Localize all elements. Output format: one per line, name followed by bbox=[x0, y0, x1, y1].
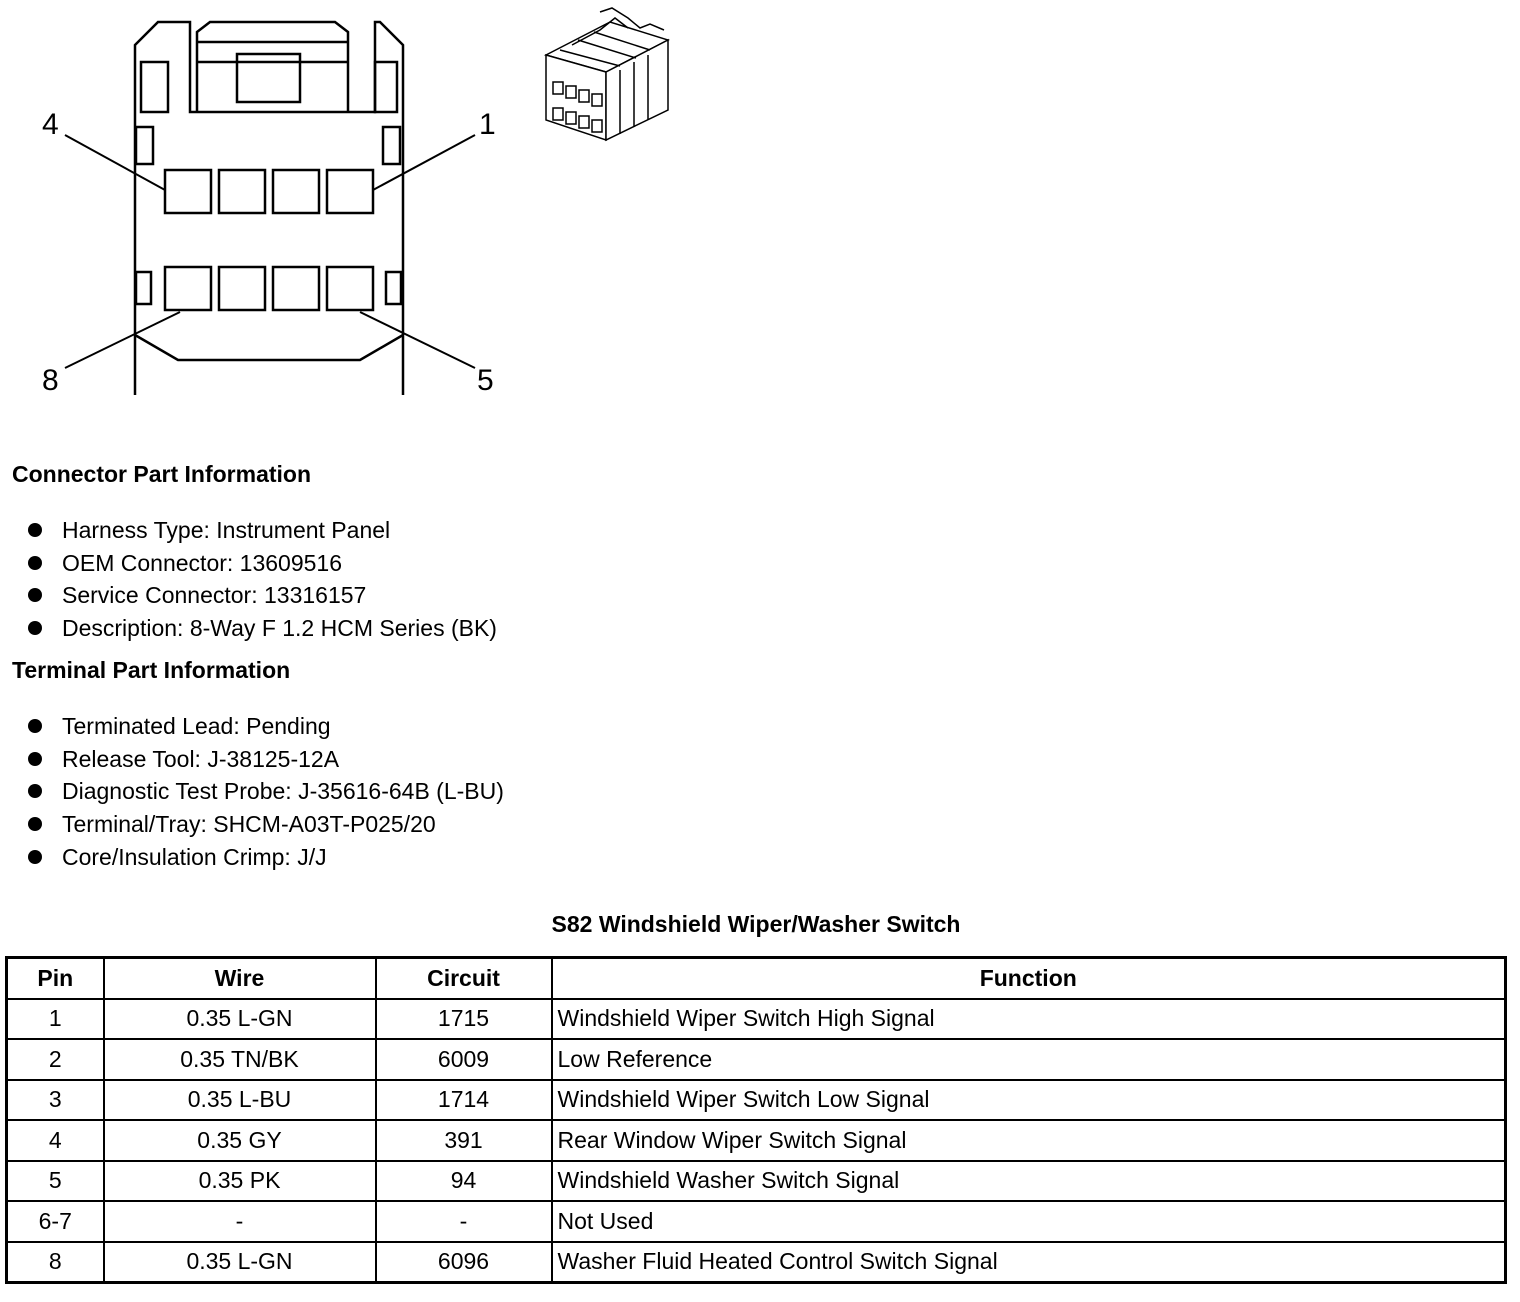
cell-pin: 4 bbox=[7, 1120, 104, 1161]
bullet-icon bbox=[28, 621, 42, 635]
connector-face-diagram bbox=[0, 0, 700, 420]
pin-label-5: 5 bbox=[477, 364, 494, 397]
cavity-pin-5 bbox=[327, 267, 373, 310]
list-item: Core/Insulation Crimp: J/J bbox=[28, 841, 504, 874]
cavity-pin-8 bbox=[165, 267, 211, 310]
cell-pin: 5 bbox=[7, 1161, 104, 1202]
table-header-row bbox=[7, 958, 1506, 999]
pinout-table bbox=[5, 956, 1507, 1284]
header-function: Function bbox=[552, 958, 1506, 999]
cell-circuit: 6096 bbox=[376, 1242, 552, 1283]
cell-function: Low Reference bbox=[552, 1039, 1506, 1080]
table-row bbox=[7, 1080, 1506, 1121]
list-item: Service Connector: 13316157 bbox=[28, 579, 497, 612]
connector-part-info-list bbox=[28, 514, 497, 645]
cavity-pin-7 bbox=[219, 267, 265, 310]
list-item: OEM Connector: 13609516 bbox=[28, 547, 497, 580]
cell-function: Windshield Washer Switch Signal bbox=[552, 1161, 1506, 1202]
list-item: Description: 8-Way F 1.2 HCM Series (BK) bbox=[28, 612, 497, 645]
cell-wire: - bbox=[104, 1201, 376, 1242]
header-wire: Wire bbox=[104, 958, 376, 999]
list-item: Terminal/Tray: SHCM-A03T-P025/20 bbox=[28, 808, 504, 841]
table-row bbox=[7, 1039, 1506, 1080]
cell-wire: 0.35 GY bbox=[104, 1120, 376, 1161]
cell-function: Not Used bbox=[552, 1201, 1506, 1242]
bullet-icon bbox=[28, 719, 42, 733]
list-item: Terminated Lead: Pending bbox=[28, 710, 504, 743]
bullet-icon bbox=[28, 817, 42, 831]
cell-wire: 0.35 TN/BK bbox=[104, 1039, 376, 1080]
cavity-pin-1 bbox=[327, 170, 373, 213]
cell-circuit: 391 bbox=[376, 1120, 552, 1161]
pin-label-1: 1 bbox=[479, 108, 496, 141]
bullet-icon bbox=[28, 752, 42, 766]
bullet-icon bbox=[28, 850, 42, 864]
terminal-part-info-heading: Terminal Part Information bbox=[12, 657, 291, 683]
header-pin: Pin bbox=[7, 958, 104, 999]
cell-pin: 6-7 bbox=[7, 1201, 104, 1242]
cell-circuit: 6009 bbox=[376, 1039, 552, 1080]
table-title: S82 Windshield Wiper/Washer Switch bbox=[551, 911, 961, 937]
table-row bbox=[7, 1161, 1506, 1202]
cavity-pin-4 bbox=[165, 170, 211, 213]
cell-pin: 1 bbox=[7, 999, 104, 1040]
bullet-icon bbox=[28, 784, 42, 798]
cell-wire: 0.35 L-GN bbox=[104, 1242, 376, 1283]
pin-label-4: 4 bbox=[42, 108, 59, 141]
cavity-pin-2 bbox=[273, 170, 319, 213]
cell-wire: 0.35 L-GN bbox=[104, 999, 376, 1040]
table-row bbox=[7, 1201, 1506, 1242]
connector-part-info-heading: Connector Part Information bbox=[12, 461, 312, 487]
cell-pin: 8 bbox=[7, 1242, 104, 1283]
table-row bbox=[7, 999, 1506, 1040]
table-row bbox=[7, 1242, 1506, 1283]
cell-pin: 3 bbox=[7, 1080, 104, 1121]
cell-circuit: 1715 bbox=[376, 999, 552, 1040]
cell-function: Windshield Wiper Switch High Signal bbox=[552, 999, 1506, 1040]
list-item: Release Tool: J-38125-12A bbox=[28, 743, 504, 776]
cell-wire: 0.35 PK bbox=[104, 1161, 376, 1202]
table-row bbox=[7, 1120, 1506, 1161]
cell-pin: 2 bbox=[7, 1039, 104, 1080]
list-item: Diagnostic Test Probe: J-35616-64B (L-BU) bbox=[28, 775, 504, 808]
bullet-icon bbox=[28, 556, 42, 570]
cell-function: Washer Fluid Heated Control Switch Signal bbox=[552, 1242, 1506, 1283]
cell-circuit: 1714 bbox=[376, 1080, 552, 1121]
bullet-icon bbox=[28, 523, 42, 537]
cell-circuit: 94 bbox=[376, 1161, 552, 1202]
cavity-pin-6 bbox=[273, 267, 319, 310]
cell-function: Windshield Wiper Switch Low Signal bbox=[552, 1080, 1506, 1121]
list-item: Harness Type: Instrument Panel bbox=[28, 514, 497, 547]
bullet-icon bbox=[28, 588, 42, 602]
terminal-part-info-list bbox=[28, 710, 504, 873]
cell-function: Rear Window Wiper Switch Signal bbox=[552, 1120, 1506, 1161]
cavity-pin-3 bbox=[219, 170, 265, 213]
cell-wire: 0.35 L-BU bbox=[104, 1080, 376, 1121]
connector-3d-illustration bbox=[546, 8, 668, 140]
header-circuit: Circuit bbox=[376, 958, 552, 999]
pin-label-8: 8 bbox=[42, 364, 59, 397]
cell-circuit: - bbox=[376, 1201, 552, 1242]
